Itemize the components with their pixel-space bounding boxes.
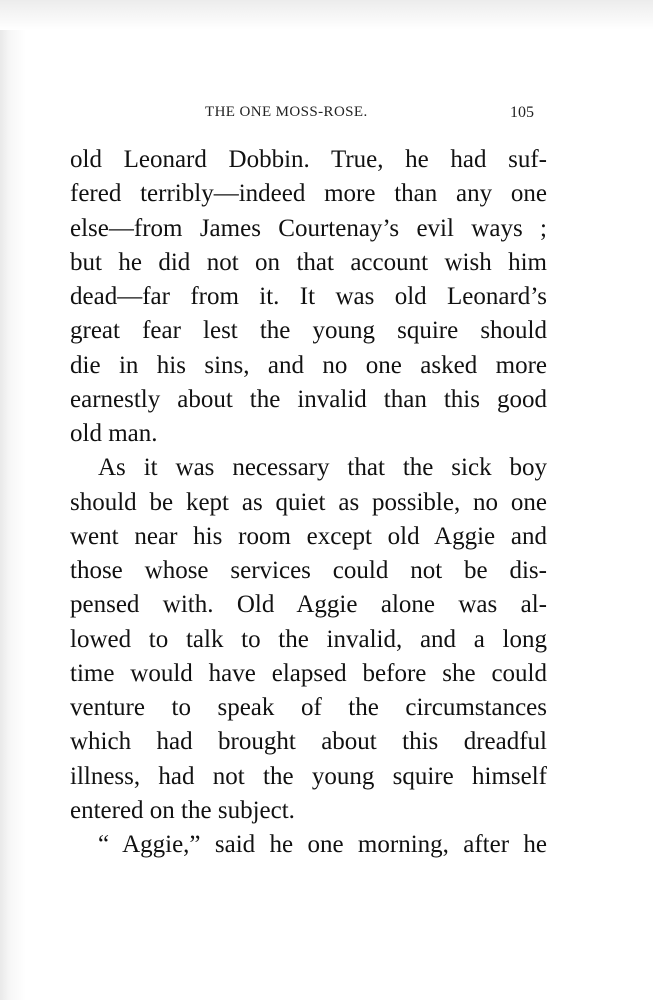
- text-line: dead—far from it. It was old Leonard’s: [70, 283, 547, 310]
- text-line: earnestly about the invalid than this good: [70, 385, 547, 413]
- text-line: which had brought about this dreadful: [70, 728, 547, 756]
- running-head-title: THE ONE MOSS-ROSE.: [205, 104, 368, 120]
- text-line: “ Aggie,” said he one morning, after he: [98, 831, 547, 858]
- text-line: old Leonard Dobbin. True, he had suf-: [70, 146, 547, 173]
- text-line: old man.: [70, 420, 158, 447]
- text-line: those whose services could not be dis-: [70, 557, 547, 584]
- page-number: 105: [510, 104, 534, 121]
- text-line: great fear lest the young squire should: [70, 317, 547, 345]
- text-line: lowed to talk to the invalid, and a long: [70, 625, 547, 653]
- text-line: went near his room except old Aggie and: [70, 522, 547, 550]
- text-line: else—from James Courtenay’s evil ways ;: [70, 214, 547, 242]
- text-line: die in his sins, and no one asked more: [70, 351, 547, 379]
- text-line: As it was necessary that the sick boy: [98, 454, 547, 482]
- body-text: [70, 143, 547, 862]
- text-line: but he did not on that account wish him: [70, 248, 547, 276]
- text-line: venture to speak of the circumstances: [70, 694, 547, 721]
- text-line: entered on the subject.: [70, 796, 295, 824]
- page-top-shading: [0, 0, 653, 30]
- text-line: fered terribly—indeed more than any one: [70, 180, 547, 208]
- text-line: should be kept as quiet as possible, no one: [70, 488, 547, 516]
- text-line: pensed with. Old Aggie alone was al-: [70, 591, 547, 619]
- text-line: illness, had not the young squire himself: [70, 762, 547, 790]
- text-line: time would have elapsed before she could: [70, 659, 547, 687]
